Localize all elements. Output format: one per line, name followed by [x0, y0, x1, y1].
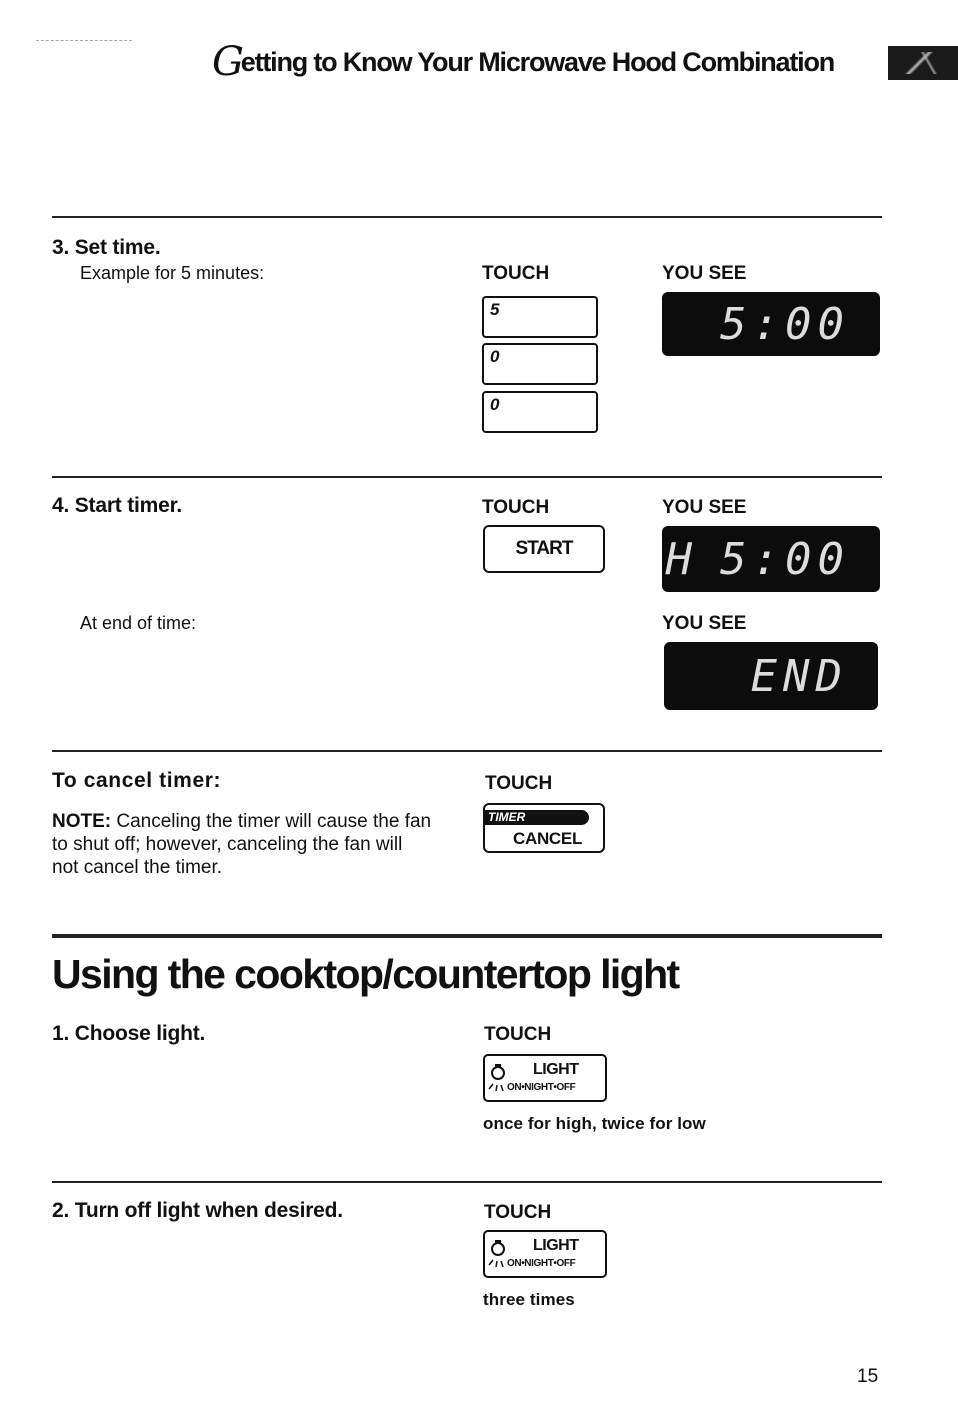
key-digit: 5 [490, 300, 500, 319]
key-digit: 0 [490, 347, 500, 366]
light-bulb-icon [487, 1059, 509, 1097]
header-title-text: etting to Know Your Microwave Hood Combination [240, 47, 835, 77]
you-see-heading: YOU SEE [662, 263, 747, 284]
touch-heading: TOUCH [484, 1202, 552, 1223]
display-readout: 5:00 [720, 533, 850, 585]
touch-heading: TOUCH [484, 1024, 552, 1045]
step-title: 1. Choose light. [52, 1022, 206, 1045]
display-prefix: H [665, 533, 699, 585]
display-readout: 5:00 [720, 298, 850, 350]
cancel-note [52, 810, 432, 879]
key-digit: 0 [490, 395, 500, 414]
led-display [662, 292, 880, 356]
header-decorative-icon [888, 46, 958, 80]
divider [52, 216, 882, 218]
start-button[interactable] [483, 525, 605, 573]
number-key-0[interactable] [482, 343, 598, 385]
step-title: 2. Turn off light when desired. [52, 1199, 343, 1222]
page-header-title [212, 39, 835, 85]
light-button-sublabel: ON•NIGHT•OFF [507, 1258, 576, 1269]
number-key-0[interactable] [482, 391, 598, 433]
section-divider [52, 934, 882, 938]
light-button[interactable] [483, 1230, 607, 1278]
step-subtitle: Example for 5 minutes: [80, 263, 265, 283]
light-button-label: LIGHT [533, 1061, 579, 1078]
cancel-title: To cancel timer: [52, 769, 222, 792]
end-of-time-label: At end of time: [80, 613, 197, 633]
page-number: 15 [857, 1366, 879, 1387]
light-bulb-icon [487, 1235, 509, 1273]
step-title: 4. Start timer. [52, 494, 183, 517]
cancel-button-label: CANCEL [513, 829, 583, 848]
number-key-5[interactable] [482, 296, 598, 338]
touch-heading: TOUCH [485, 773, 553, 794]
start-button-label: START [515, 538, 573, 559]
header-dashes [36, 40, 132, 41]
divider [52, 1181, 882, 1183]
light-button-sublabel: ON•NIGHT•OFF [507, 1082, 576, 1093]
light-button-label: LIGHT [533, 1237, 579, 1254]
touch-heading: TOUCH [482, 497, 550, 518]
you-see-heading: YOU SEE [662, 613, 747, 634]
light-button[interactable] [483, 1054, 607, 1102]
step-title: 3. Set time. [52, 236, 161, 259]
display-readout: END [750, 650, 848, 702]
light-caption: three times [483, 1290, 575, 1309]
timer-strip-label: TIMER [485, 810, 589, 825]
note-label: NOTE: [52, 811, 112, 832]
section-title: Using the cooktop/countertop light [52, 951, 679, 997]
light-caption: once for high, twice for low [483, 1114, 706, 1133]
header-dropcap: G [212, 39, 243, 85]
note-text: Canceling the timer will cause the fan to shut off; however, canceling the fan will not cancel the timer. [52, 811, 432, 878]
timer-cancel-button[interactable] [483, 803, 605, 853]
led-display [662, 526, 880, 592]
led-display [664, 642, 878, 710]
divider [52, 476, 882, 478]
divider [52, 750, 882, 752]
you-see-heading: YOU SEE [662, 497, 747, 518]
touch-heading: TOUCH [482, 263, 550, 284]
